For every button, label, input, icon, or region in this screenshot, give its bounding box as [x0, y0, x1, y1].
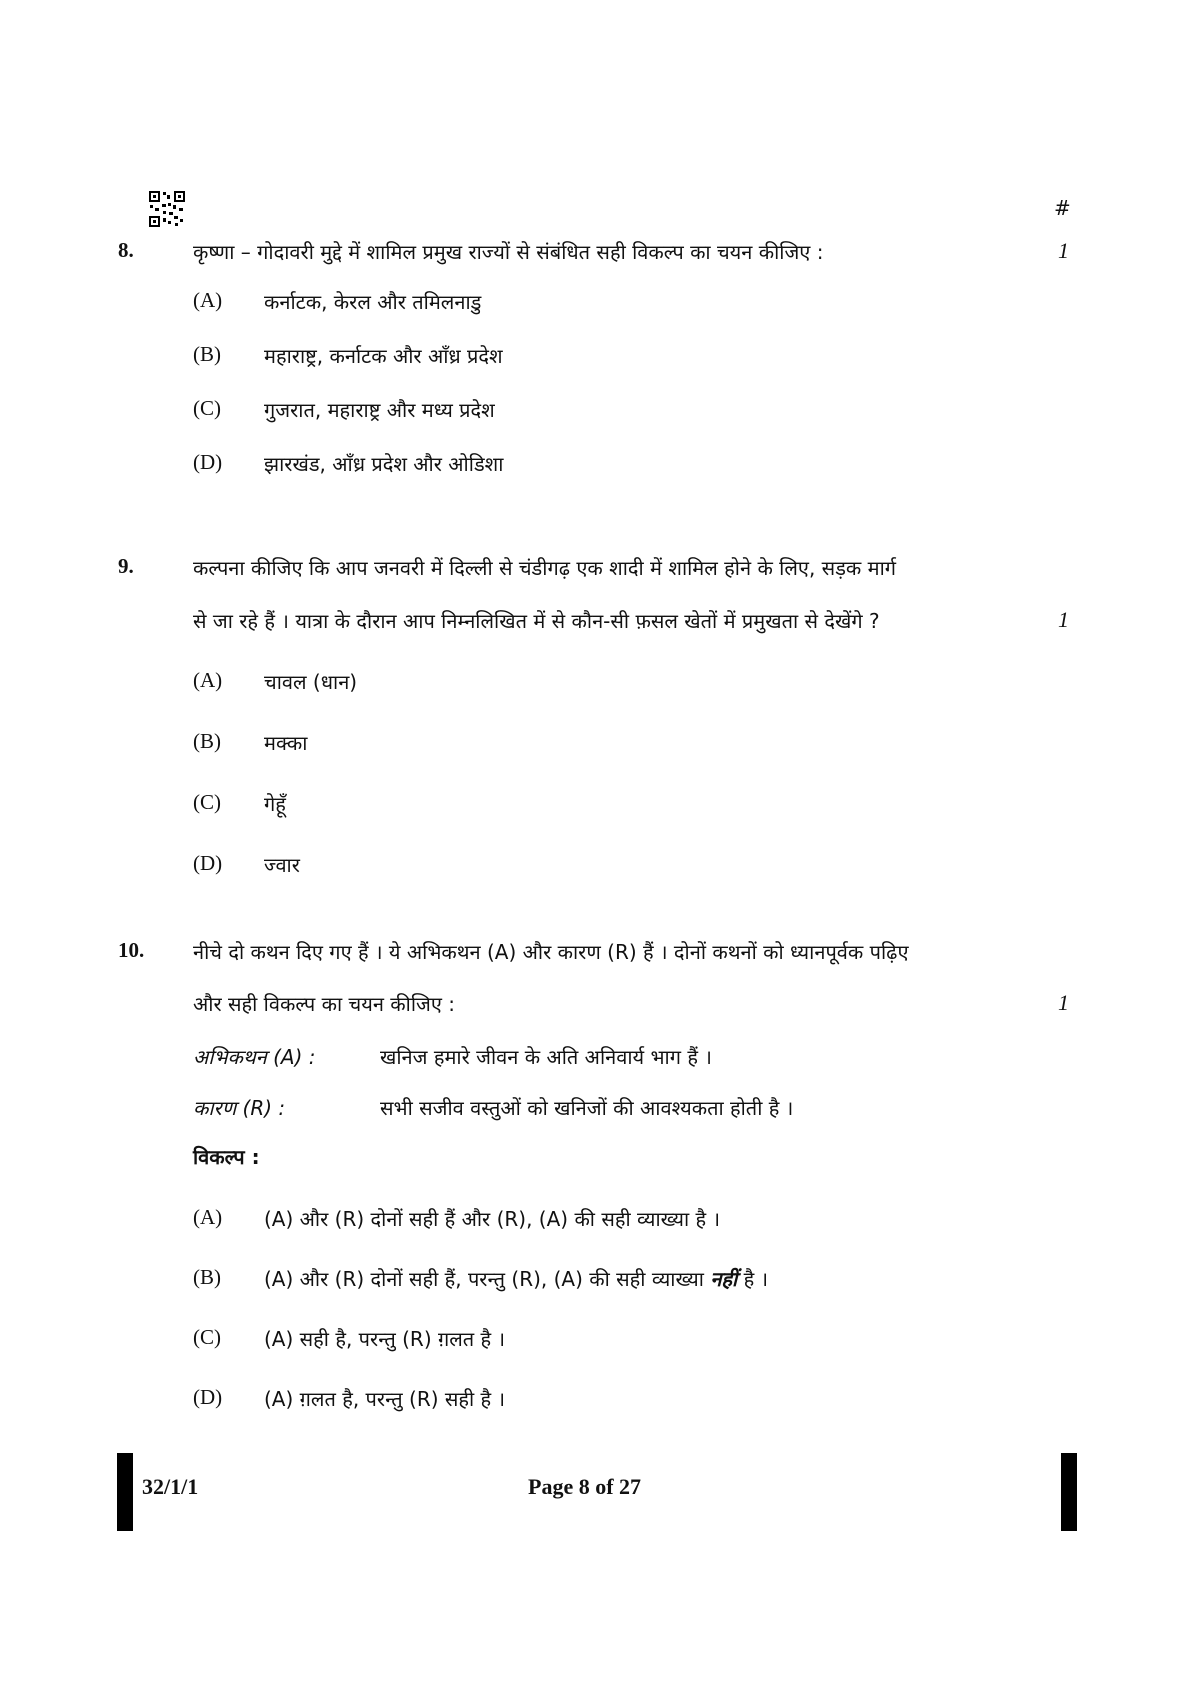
question-text: कल्पना कीजिए कि आप जनवरी में दिल्ली से चंडीगढ़ एक शादी में शामिल होने के लिए, सड़क मार्ग	[193, 556, 897, 580]
option-label: (D)	[193, 851, 223, 875]
assertion-label: अभिकथन (A) :	[193, 1045, 316, 1069]
option-text: (A) और (R) दोनों सही हैं और (R), (A) की सही व्याख्या है ।	[264, 1207, 721, 1231]
option-text: गेहूँ	[264, 792, 286, 816]
question-text: से जा रहे हैं । यात्रा के दौरान आप निम्नलिखित में से कौन-सी फ़सल खेतों में प्रमुखता से देखेंगे ?	[193, 609, 880, 633]
question-marks: 1	[1058, 990, 1069, 1015]
option-label: (D)	[193, 1385, 223, 1409]
reason-label: कारण (R) :	[193, 1096, 286, 1120]
option-label: (A)	[193, 668, 223, 692]
question-number: 9.	[118, 554, 134, 578]
option-text: गुजरात, महाराष्ट्र और मध्य प्रदेश	[264, 398, 495, 422]
option-text: कर्नाटक, केरल और तमिलनाडु	[264, 290, 482, 314]
question-text: और सही विकल्प का चयन कीजिए :	[193, 992, 456, 1016]
option-label: (A)	[193, 1205, 223, 1229]
option-text: (A) सही है, परन्तु (R) ग़लत है ।	[264, 1327, 506, 1351]
option-label: (C)	[193, 396, 221, 420]
assertion-text: खनिज हमारे जीवन के अति अनिवार्य भाग हैं ।	[380, 1045, 712, 1069]
question-text: कृष्णा – गोदावरी मुद्दे में शामिल प्रमुख राज्यों से संबंधित सही विकल्प का चयन कीजिए :	[193, 240, 824, 264]
question-marks: 1	[1058, 607, 1069, 632]
option-label: (B)	[193, 342, 221, 366]
question-number: 8.	[118, 238, 134, 262]
option-text: ज्वार	[264, 853, 300, 877]
option-text-after: है ।	[737, 1267, 769, 1291]
option-label: (A)	[193, 288, 223, 312]
question-marks: 1	[1058, 238, 1069, 263]
options-heading: विकल्प :	[193, 1145, 260, 1169]
question-number: 10.	[118, 938, 145, 962]
footer-bar-left	[117, 1453, 133, 1531]
option-text	[264, 1265, 768, 1292]
option-text: मक्का	[264, 731, 308, 755]
option-text: (A) ग़लत है, परन्तु (R) सही है ।	[264, 1387, 506, 1411]
page-number: Page 8 of 27	[528, 1474, 642, 1499]
option-label: (B)	[193, 1265, 221, 1289]
reason-text: सभी सजीव वस्तुओं को खनिजों की आवश्यकता होती है ।	[380, 1096, 794, 1120]
option-text: झारखंड, आँध्र प्रदेश और ओडिशा	[264, 452, 504, 476]
option-text-before: (A) और (R) दोनों सही हैं, परन्तु (R), (A) की सही व्याख्या	[264, 1267, 711, 1291]
option-label: (B)	[193, 729, 221, 753]
hash-mark: #	[1054, 196, 1071, 220]
option-text: महाराष्ट्र, कर्नाटक और आँध्र प्रदेश	[264, 344, 503, 368]
qr-code-icon	[148, 190, 186, 228]
option-text: चावल (धान)	[264, 670, 358, 694]
footer-bar-right	[1061, 1453, 1077, 1531]
option-label: (C)	[193, 790, 221, 814]
paper-code: 32/1/1	[142, 1474, 199, 1499]
option-label: (D)	[193, 450, 223, 474]
option-label: (C)	[193, 1325, 221, 1349]
option-text-emphasis: नहीं	[710, 1267, 738, 1291]
question-text: नीचे दो कथन दिए गए हैं । ये अभिकथन (A) और कारण (R) हैं । दोनों कथनों को ध्यानपूर्वक पढ़िए	[193, 940, 909, 964]
